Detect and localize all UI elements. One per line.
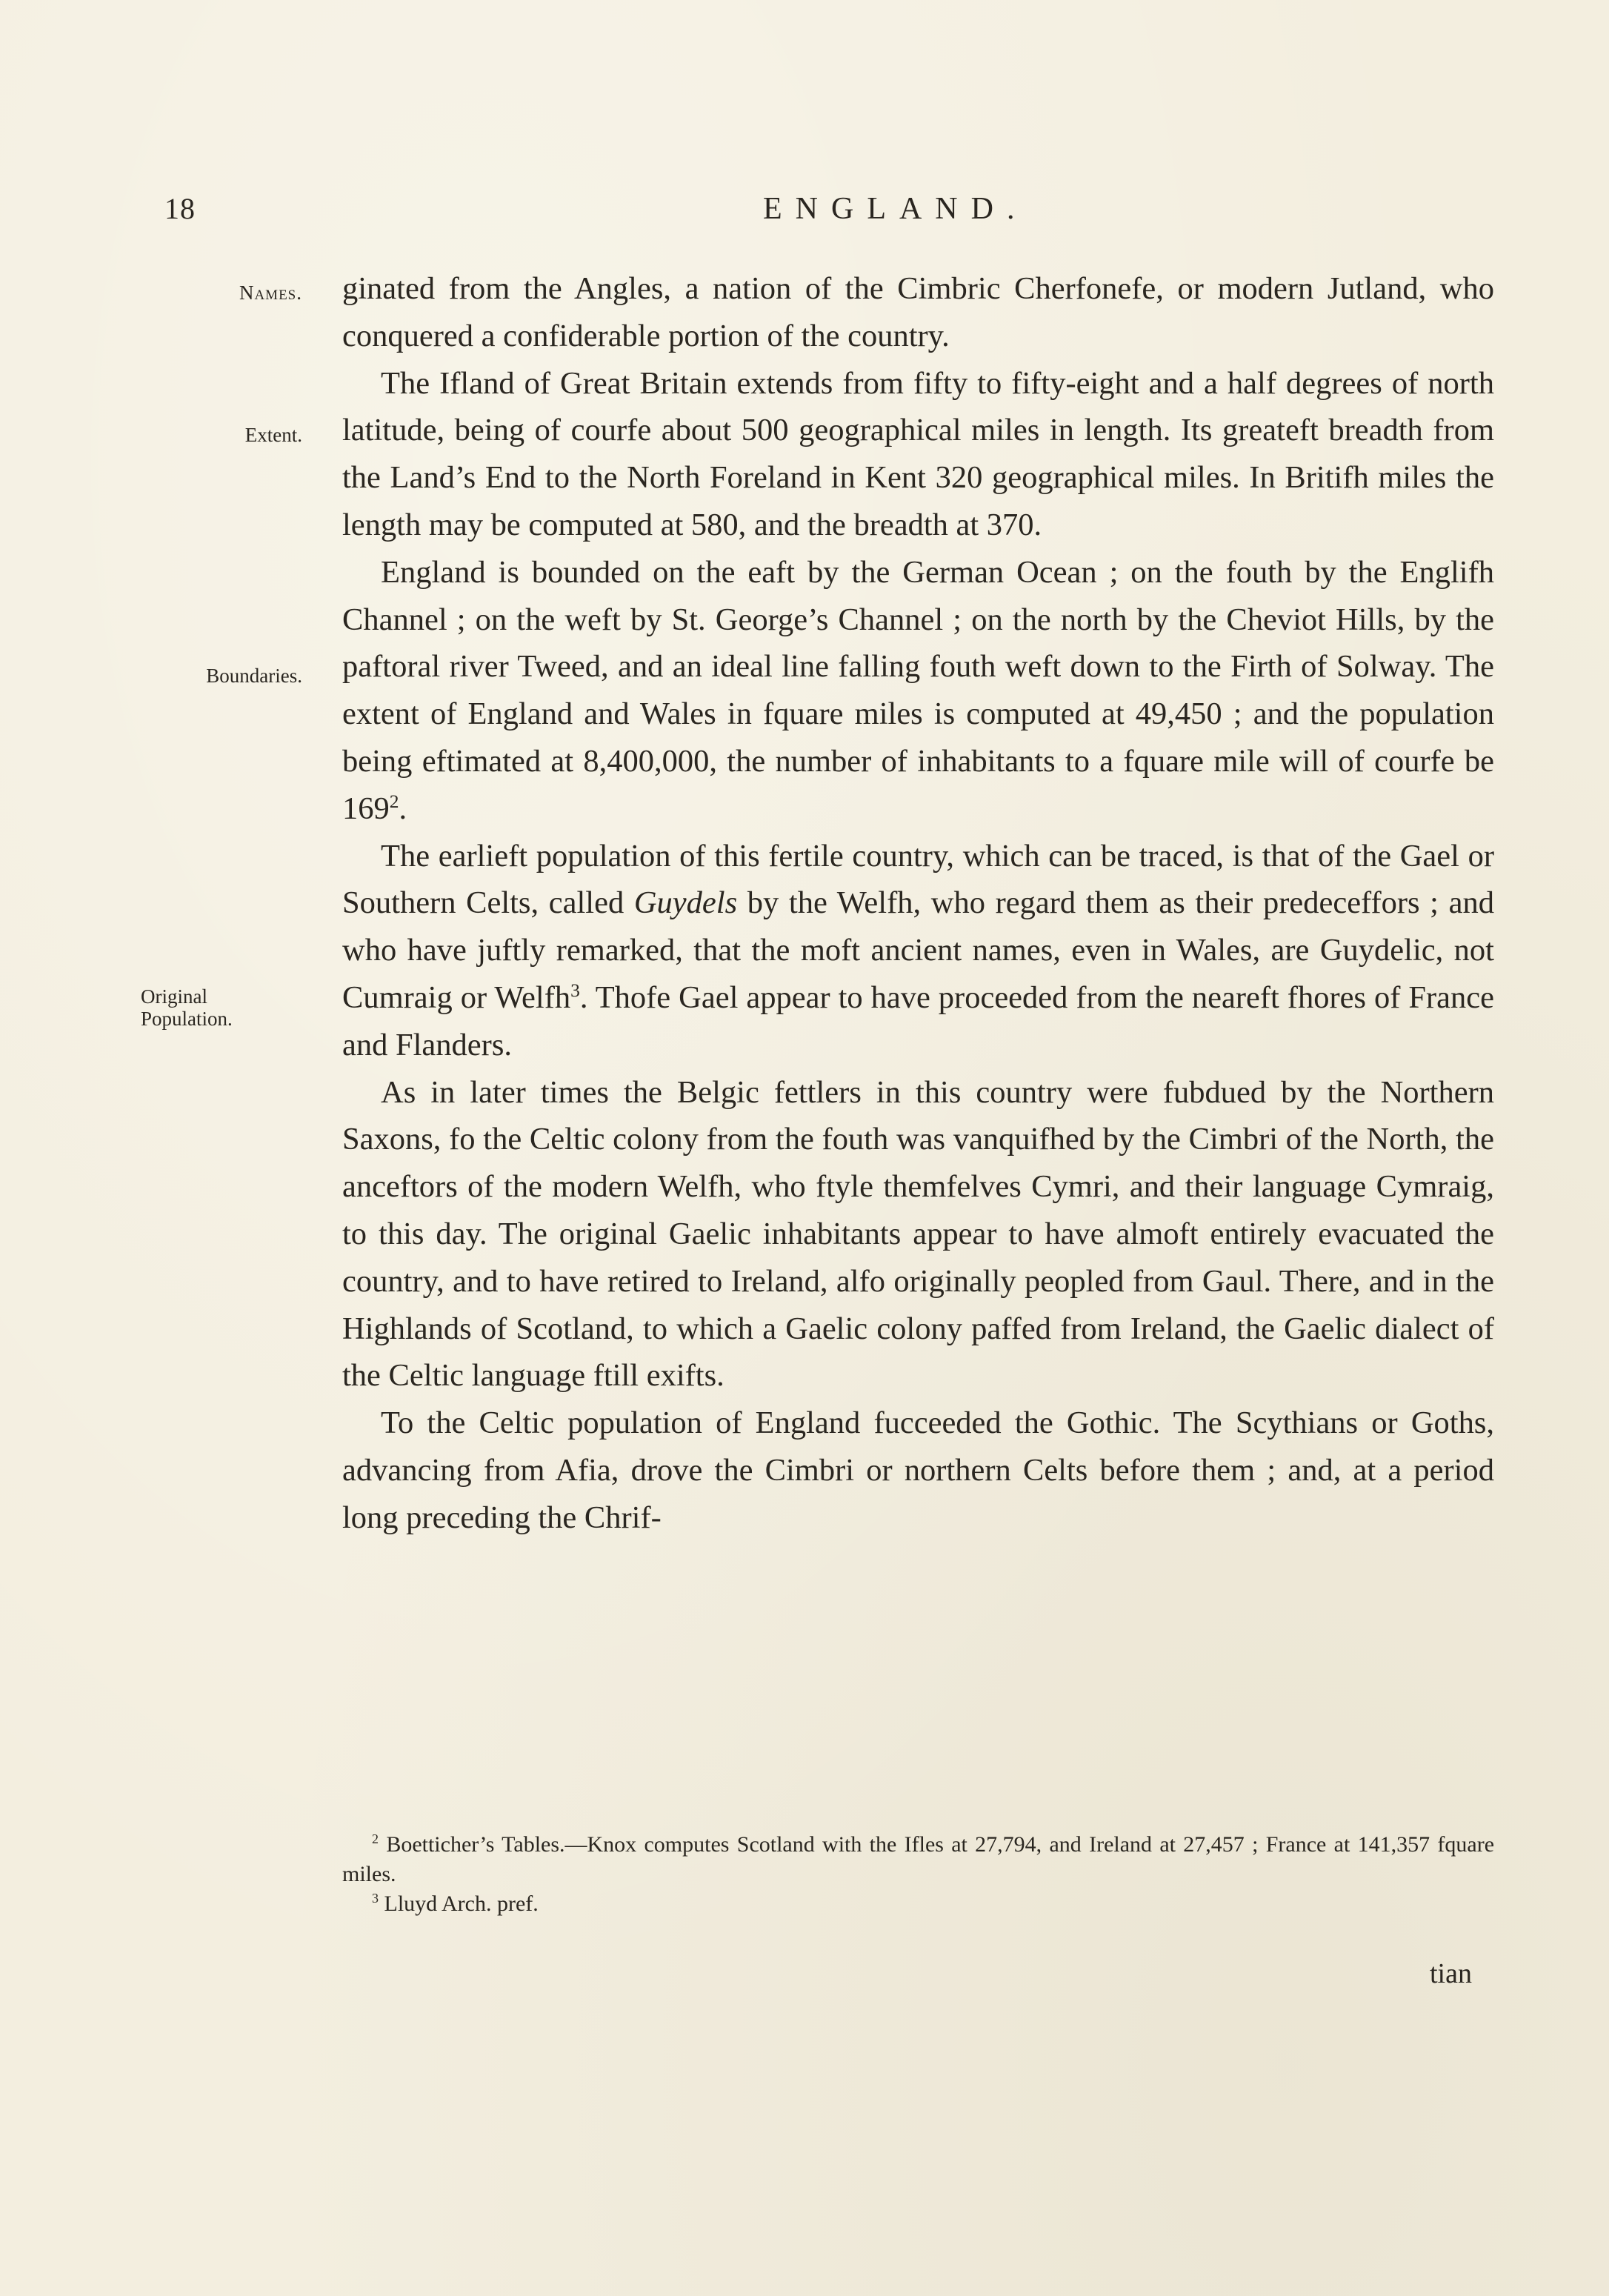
footnote-ref-2: 2: [389, 790, 399, 812]
paragraph-belgic-settlers: As in later times the Belgic fettlers in this country were fubdued by the Northern Saxons, fo the Celtic colony from the fouth was vanquifhed by the Cimbri of the North, the anceftors of the modern Welfh, who ftyle themfelves Cymri, and their language Cymraig, to this day. The original Gaelic inhabitants appear to have almoft entirely evacuated the country, and to have retired to Ireland, alfo originally peopled from Gaul. There, and in the Highlands of Scotland, to which a Gaelic colony paffed from Ireland, the Gaelic dialect of the Celtic language ftill exifts.: [342, 1074, 1494, 1394]
paragraph-original-population: [342, 833, 1494, 1069]
margin-note-original-population: [141, 985, 315, 1030]
paragraph-original-b: by the Welfh, who regard them as their predeceffors ; and who have juftly remarked, that the moft ancient names, even in Wales, are Guydelic, not Cumraig or Welfh: [342, 885, 1494, 1015]
paragraph-celtic-gothic: To the Celtic population of England fucceeded the Gothic. The Scythians or Goths, advancing from Afia, drove the Cimbri or northern Celts before them ; and, at a period long preceding the Chrif-: [342, 1405, 1494, 1535]
catchword: tian: [1430, 1958, 1472, 1989]
paragraph-names-continued: ginated from the Angles, a nation of the Cimbric Cherfonefe, or modern Jutland, who conquered a confiderable portion of the country.: [342, 271, 1494, 353]
footnote-3-mark: 3: [372, 1891, 379, 1906]
footnote-2-mark: 2: [372, 1831, 379, 1846]
paragraph-original-c: . Thofe Gael appear to have proceeded from the neareft fhores of France and Flanders.: [342, 979, 1494, 1062]
italic-guydels: Guydels: [633, 885, 738, 921]
footnote-3-text: Lluyd Arch. pref.: [384, 1891, 539, 1916]
margin-note-original-line2: Population.: [141, 1008, 233, 1030]
paragraph-boundaries-text: England is bounded on the eaft by the German Ocean ; on the fouth by the Englifh Channel ; on the weft by St. George’s Channel ; on the north by the Cheviot Hills, by the paftoral river Tweed, and an ideal line falling fouth weft down to the Firth of Solway. The extent of England and Wales in fquare miles is computed at 49,450 ; and the population being eftimated at 8,400,000, the number of inhabitants to a fquare mile will of courfe be 169: [342, 554, 1494, 826]
body-text: [342, 265, 1494, 1542]
running-head: ENGLAND.: [763, 192, 1028, 226]
paragraph-extent: The Ifland of Great Britain extends from fifty to fifty-eight and a half degrees of north latitude, being of courfe about 500 geographical miles in length. Its greateft breadth from the Land’s End to the North Foreland in Kent 320 geographical miles. In Britifh miles the length may be computed at 580, and the breadth at 370.: [342, 365, 1494, 542]
margin-note-names: Names.: [239, 282, 302, 304]
footnote-2: [342, 1830, 1494, 1889]
footnote-ref-3: 3: [570, 979, 580, 1001]
footnotes: [342, 1830, 1494, 1919]
paragraph-boundaries-end: .: [399, 791, 407, 826]
footnote-3: [342, 1889, 1494, 1919]
margin-note-extent: Extent.: [244, 424, 302, 446]
paragraph-boundaries: [342, 549, 1494, 833]
margin-note-boundaries: Boundaries.: [206, 665, 302, 687]
margin-note-original-line1: Original: [141, 985, 207, 1008]
paragraph-original-a: The earlieft population of this fertile country, which can be traced, is that of the Gael or Southern Celts, called: [342, 838, 1494, 921]
page-number: 18: [164, 192, 196, 225]
footnote-2-text: Boetticher’s Tables.—Knox computes Scotland with the Ifles at 27,794, and Ireland at 27,457 ; France at 141,357 fquare miles.: [342, 1832, 1495, 1886]
